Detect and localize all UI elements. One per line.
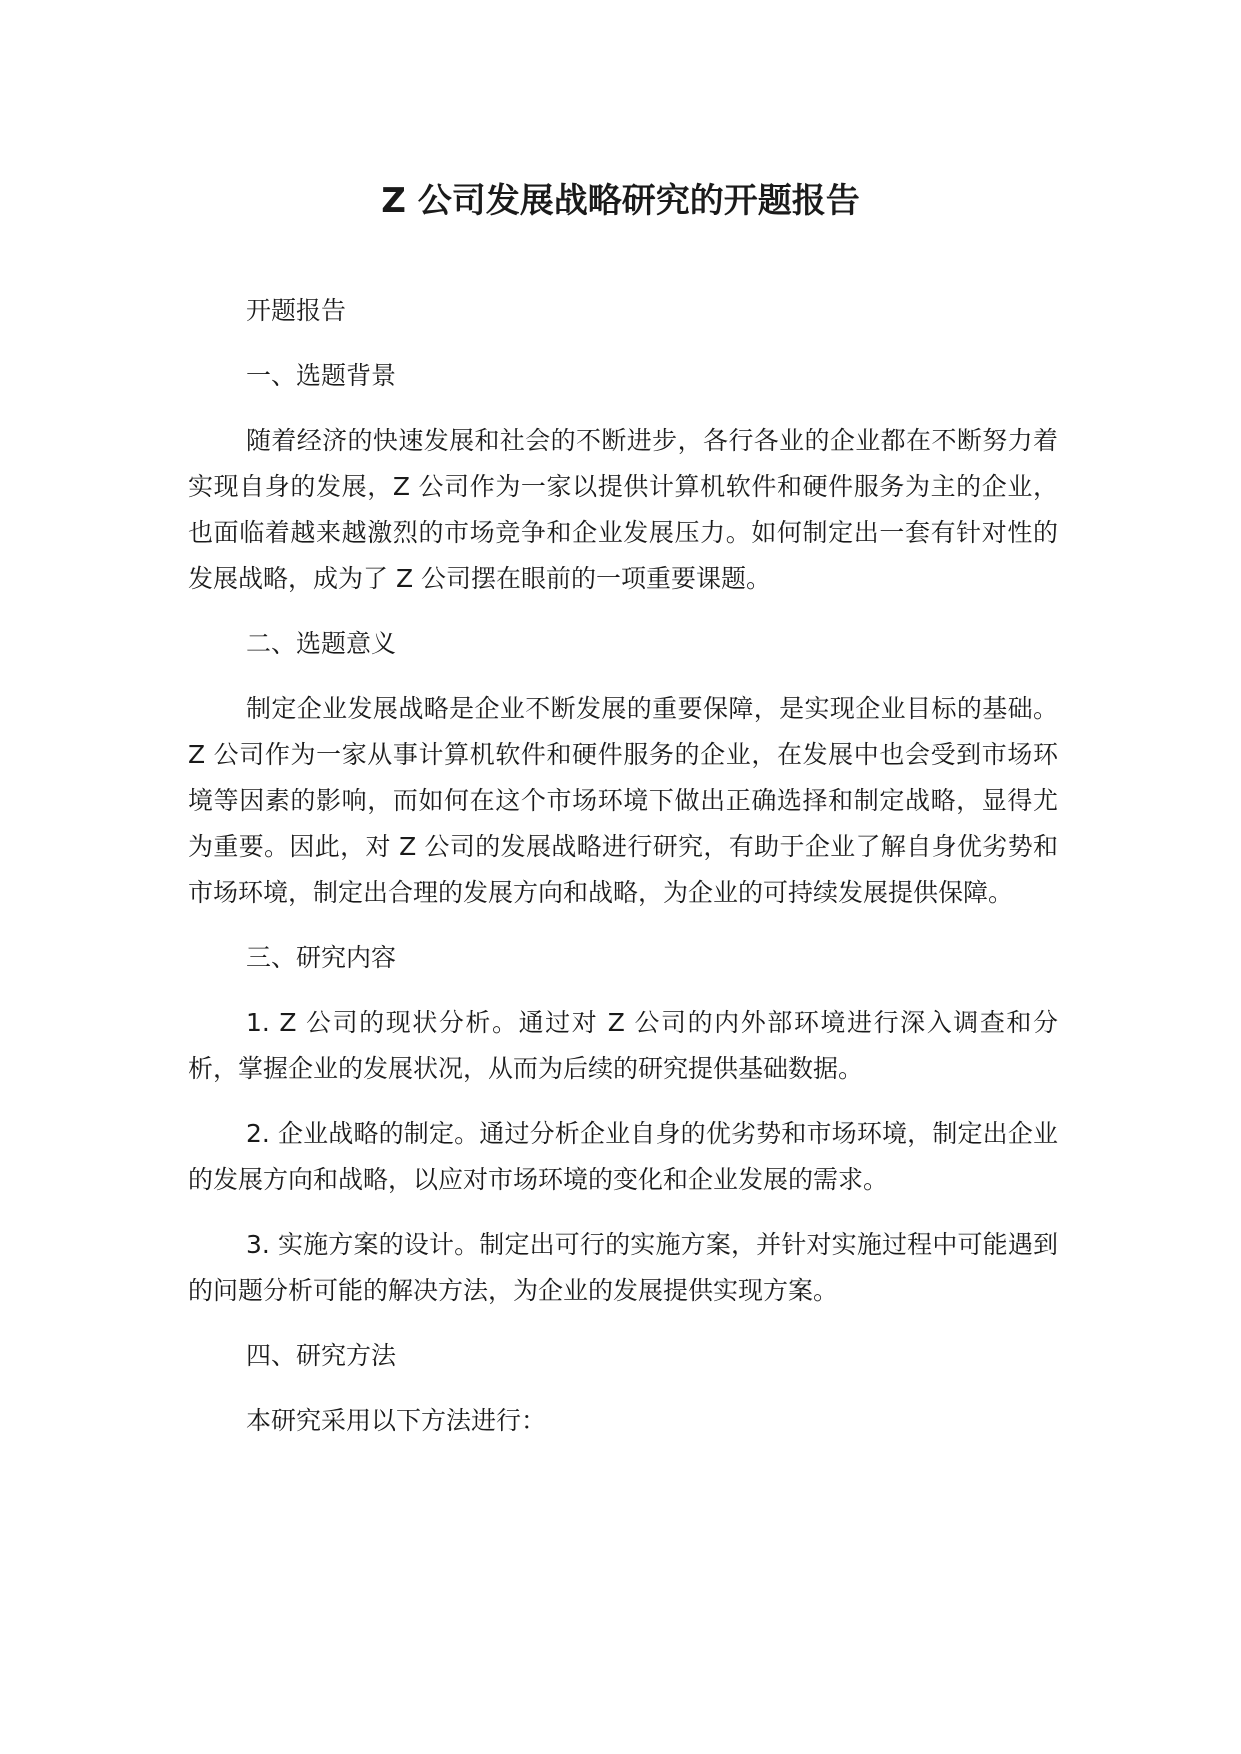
heading-significance: 二、选题意义 [246, 629, 397, 658]
paragraph-background: 随着经济的快速发展和社会的不断进步，各行各业的企业都在不断努力着实现自身的发展，Z 公司作为一家以提供计算机软件和硬件服务为主的企业，也面临着越来越激烈的市场竞争和企业发展压力。如何制定出一套有针对性的发展战略，成为了 Z 公司摆在眼前的一项重要课题。 [188, 426, 1058, 593]
document-body [188, 288, 1058, 1463]
paragraph-methods-intro: 本研究采用以下方法进行： [246, 1406, 547, 1435]
list-item-content-2: 2. 企业战略的制定。通过分析企业自身的优劣势和市场环境，制定出企业的发展方向和战略，以应对市场环境的变化和企业发展的需求。 [188, 1119, 1058, 1194]
list-item-content-1: 1. Z 公司的现状分析。通过对 Z 公司的内外部环境进行深入调查和分析，掌握企业的发展状况，从而为后续的研究提供基础数据。 [188, 1008, 1058, 1083]
list-item-content-3: 3. 实施方案的设计。制定出可行的实施方案，并针对实施过程中可能遇到的问题分析可能的解决方法，为企业的发展提供实现方案。 [188, 1230, 1058, 1305]
paragraph-report-label: 开题报告 [246, 296, 347, 325]
document-title: Z 公司发展战略研究的开题报告 [381, 181, 860, 221]
heading-research-content: 三、研究内容 [246, 943, 397, 972]
paragraph-significance: 制定企业发展战略是企业不断发展的重要保障，是实现企业目标的基础。Z 公司作为一家从事计算机软件和硬件服务的企业，在发展中也会受到市场环境等因素的影响，而如何在这个市场环境下做出正确选择和制定战略，显得尤为重要。因此，对 Z 公司的发展战略进行研究，有助于企业了解自身优劣势和市场环境，制定出合理的发展方向和战略，为企业的可持续发展提供保障。 [188, 694, 1058, 907]
heading-background: 一、选题背景 [246, 361, 397, 390]
heading-research-methods: 四、研究方法 [246, 1341, 397, 1370]
